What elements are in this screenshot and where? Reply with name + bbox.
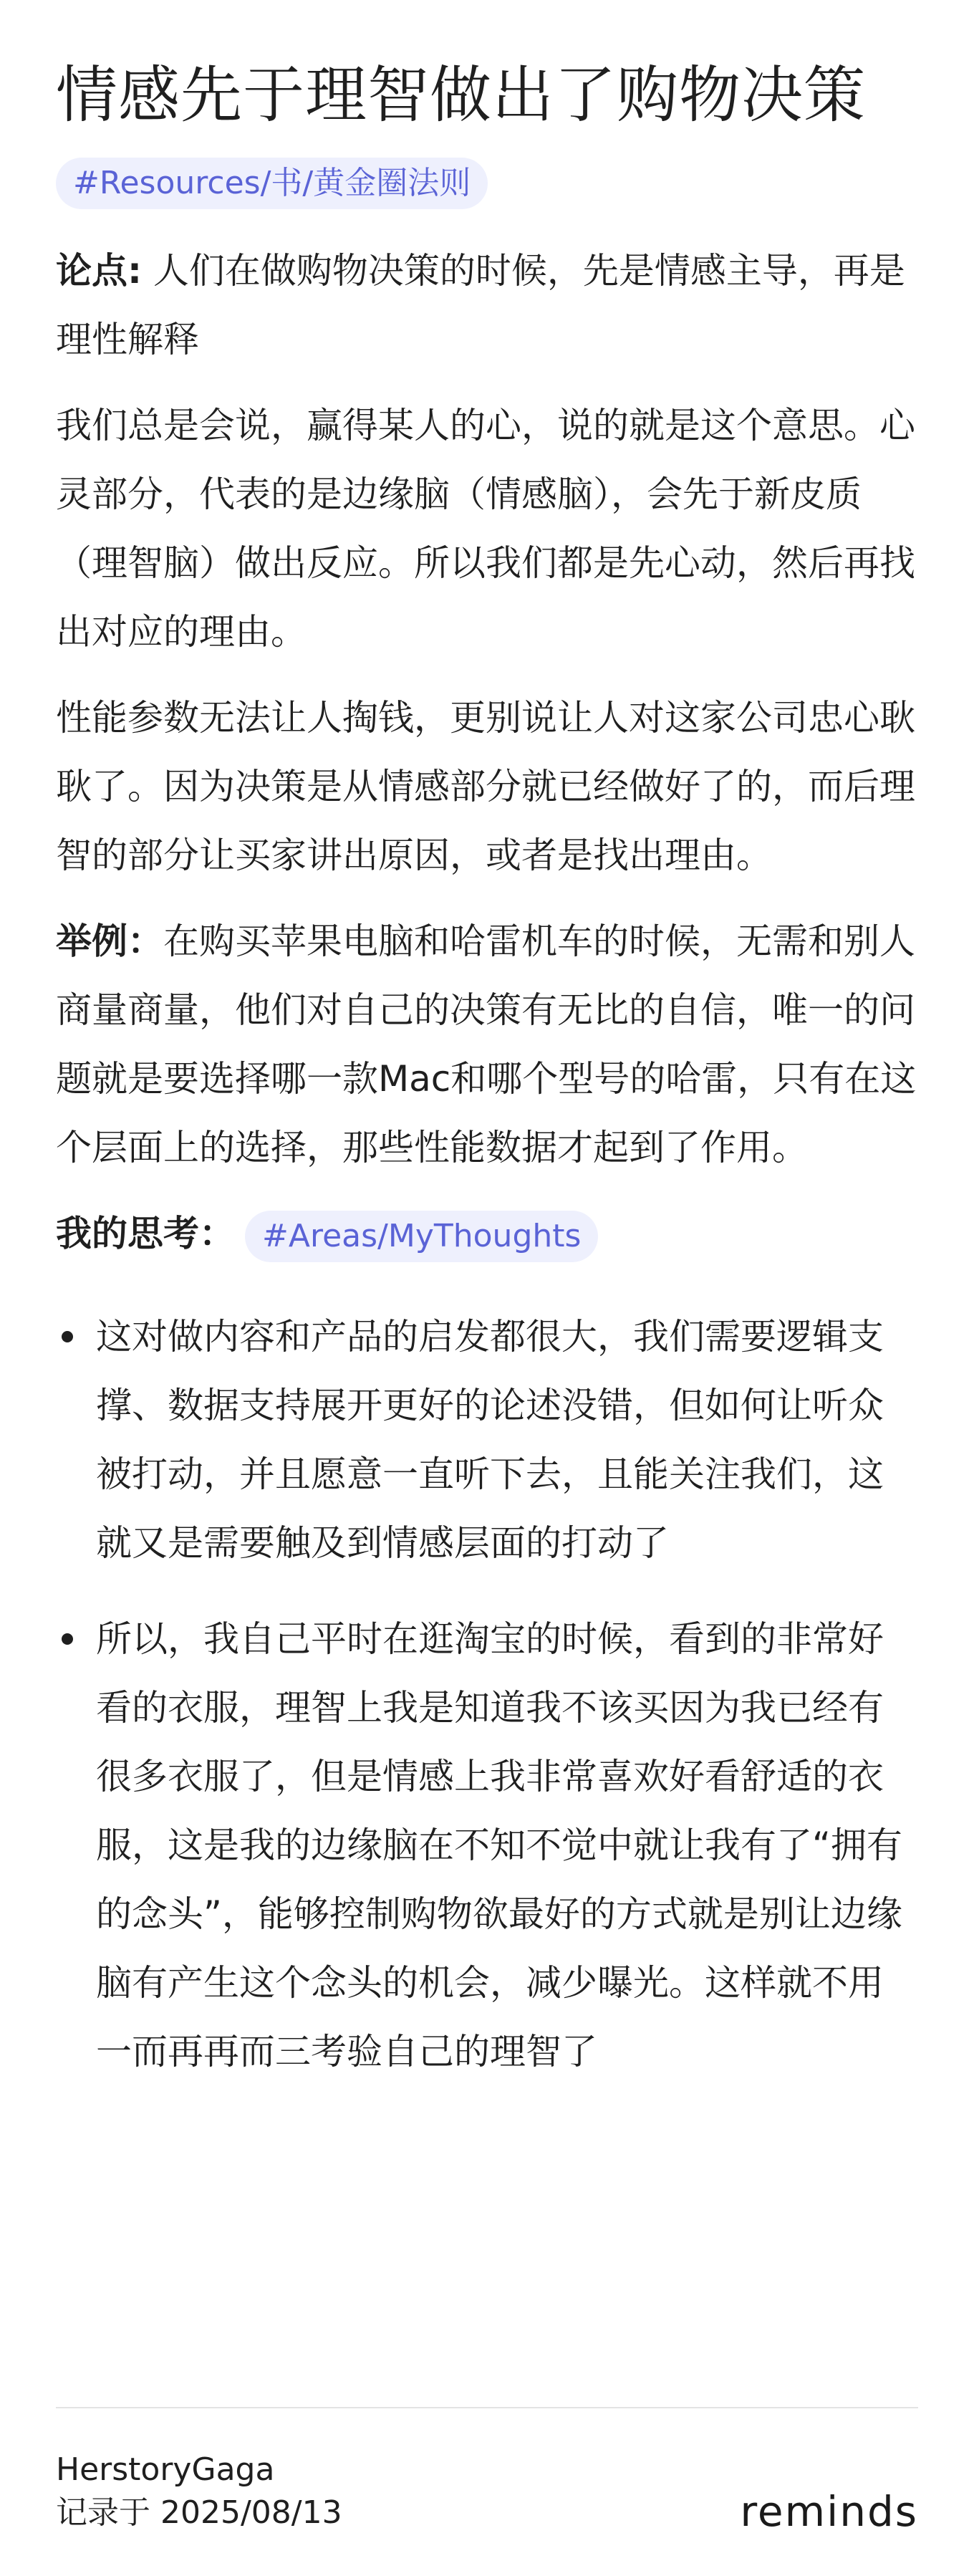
thesis-paragraph	[56, 236, 918, 374]
record-date: 记录于 2025/08/13	[56, 2494, 342, 2531]
bullet-dot-icon	[62, 1331, 73, 1342]
list-item	[56, 1302, 918, 1577]
list-item-text: 所以，我自己平时在逛淘宝的时候，看到的非常好看的衣服，理智上我是知道我不该买因为我已经有很多衣服了，但是情感上我非常喜欢好看舒适的衣服，这是我的边缘脑在不知不觉中就让我有了“拥有的念头”，能够控制购物欲最好的方式就是别让边缘脑有产生这个念头的机会，减少曝光。这样就不用一而再再而三考验自己的理智了	[96, 1618, 902, 2072]
footer	[56, 2448, 918, 2534]
thoughts-row	[56, 1199, 918, 1268]
note-title: 情感先于理智做出了购物决策	[56, 59, 866, 131]
thesis-label: 论点:	[56, 250, 142, 292]
list-item-text: 这对做内容和产品的启发都很大，我们需要逻辑支撑、数据支持展开更好的论述没错，但如何让听众被打动，并且愿意一直听下去，且能关注我们，这就又是需要触及到情感层面的打动了	[96, 1316, 884, 1564]
author-name: HerstoryGaga	[56, 2451, 275, 2488]
example-text: 在购买苹果电脑和哈雷机车的时候，无需和别人商量商量，他们对自己的决策有无比的自信，唯一的问题就是要选择哪一款Mac和哪个型号的哈雷，只有在这个层面上的选择，那些性能数据才起到了作用。	[56, 921, 917, 1168]
thesis-text: 人们在做购物决策的时候，先是情感主导，再是理性解释	[56, 250, 905, 360]
body-paragraph-1: 我们总是会说，赢得某人的心，说的就是这个意思。心灵部分，代表的是边缘脑（情感脑），会先于新皮质（理智脑）做出反应。所以我们都是先心动，然后再找出对应的理由。	[56, 405, 915, 653]
example-paragraph	[56, 907, 918, 1182]
list-item	[56, 1605, 918, 2086]
tag-row	[56, 158, 918, 209]
brand-logo: reminds	[740, 2487, 918, 2536]
thoughts-label: 我的思考：	[56, 1213, 235, 1254]
thoughts-list	[56, 1302, 918, 2086]
thoughts-tag[interactable]: #Areas/MyThoughts	[245, 1211, 598, 1262]
footer-divider	[56, 2407, 918, 2408]
resource-tag[interactable]: #Resources/书/黄金圈法则	[56, 158, 488, 209]
example-label: 举例：	[56, 921, 163, 962]
bullet-dot-icon	[62, 1633, 73, 1645]
body-paragraph-2: 性能参数无法让人掏钱，更别说让人对这家公司忠心耿耿了。因为决策是从情感部分就已经做好了的，而后理智的部分让买家讲出原因，或者是找出理由。	[56, 697, 915, 876]
